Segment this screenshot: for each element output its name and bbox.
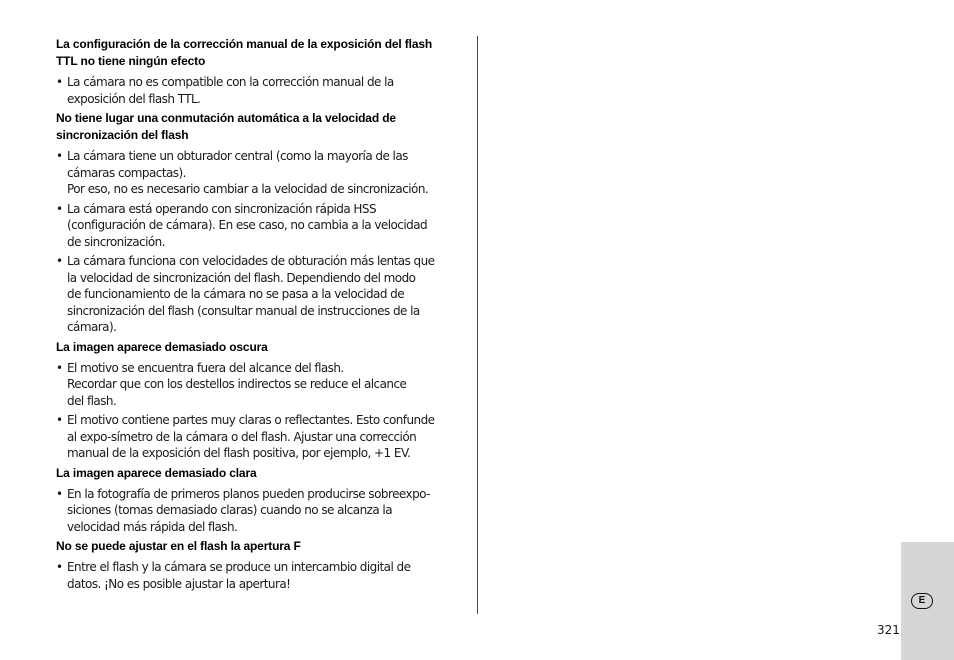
bullet-line: velocidad más rápida del flash. [67, 519, 238, 534]
section-heading [56, 110, 468, 144]
heading-line: La imagen aparece demasiado clara [56, 465, 257, 480]
section-aperture [56, 538, 468, 592]
bullet-item [56, 148, 468, 198]
bullet-line: exposición del flash TTL. [67, 91, 201, 106]
bullet-item [56, 486, 468, 536]
bullet-line: • La cámara funciona con velocidades de obturación más lentas que [67, 254, 435, 268]
section-heading [56, 36, 468, 70]
bullet-list [56, 74, 468, 107]
bullet-line: • El motivo se encuentra fuera del alcance del flash. [67, 360, 344, 375]
bullet-item [56, 201, 468, 251]
heading-line: sincronización del flash [56, 128, 189, 142]
bullet-line: al expo-símetro de la cámara o del flash. Ajustar una corrección [67, 429, 417, 444]
bullet-line: sincronización del flash (consultar manual de instrucciones de la [67, 303, 420, 318]
bullet-list [56, 486, 468, 536]
bullet-item [56, 412, 468, 462]
bullet-line: (configuración de cámara). En ese caso, no cambia a la velocidad [67, 218, 428, 232]
page-number: 321 [877, 623, 900, 637]
column-divider [477, 36, 478, 614]
bullet-line: • La cámara no es compatible con la corrección manual de la [67, 75, 394, 89]
bullet-line: del flash. [67, 393, 117, 408]
heading-line: No se puede ajustar en el flash la apertura F [56, 539, 301, 553]
bullet-list [56, 559, 468, 592]
bullet-line: • Entre el flash y la cámara se produce un intercambio digital de [67, 560, 411, 574]
bullet-line: Por eso, no es necesario cambiar a la velocidad de sincronización. [67, 182, 429, 196]
section-heading [56, 339, 468, 356]
bullet-line: • La cámara está operando con sincronización rápida HSS [67, 201, 377, 216]
bullet-item [56, 253, 468, 336]
heading-line: La configuración de la corrección manual de la exposición del flash [56, 37, 433, 51]
section-image-too-bright [56, 465, 468, 536]
bullet-line: cámara). [67, 320, 117, 334]
section-ttl-correction [56, 36, 468, 107]
section-heading [56, 465, 468, 482]
bullet-item [56, 559, 468, 592]
bullet-line: • El motivo contiene partes muy claras o reflectantes. Esto confunde [67, 413, 435, 427]
bullet-line: manual de la exposición del flash positiva, por ejemplo, +1 EV. [67, 446, 411, 460]
section-sync-speed [56, 110, 468, 336]
bullet-item [56, 360, 468, 410]
bullet-line: de funcionamiento de la cámara no se pasa a la velocidad de [67, 287, 405, 301]
bullet-line: cámaras compactas). [67, 165, 186, 180]
bullet-line: siciones (tomas demasiado claras) cuando no se alcanza la [67, 503, 393, 517]
heading-line: No tiene lugar una conmutación automática a la velocidad de [56, 111, 396, 125]
bullet-line: la velocidad de sincronización del flash. Dependiendo del modo [67, 270, 416, 285]
section-image-too-dark [56, 339, 468, 462]
bullet-line: de sincronización. [67, 234, 166, 249]
heading-line: La imagen aparece demasiado oscura [56, 339, 268, 354]
bullet-line: • En la fotografía de primeros planos pueden producirse sobreexpo- [67, 486, 430, 501]
bullet-list [56, 148, 468, 336]
section-heading [56, 538, 468, 555]
text-column [56, 36, 468, 595]
bullet-item [56, 74, 468, 107]
bullet-line: Recordar que con los destellos indirectos se reduce el alcance [67, 377, 407, 391]
bullet-list [56, 360, 468, 462]
language-badge: E [911, 593, 933, 609]
heading-line: TTL no tiene ningún efecto [56, 54, 206, 68]
bullet-line: • La cámara tiene un obturador central (como la mayoría de las [67, 149, 408, 163]
bullet-line: datos. ¡No es posible ajustar la apertura! [67, 576, 291, 591]
